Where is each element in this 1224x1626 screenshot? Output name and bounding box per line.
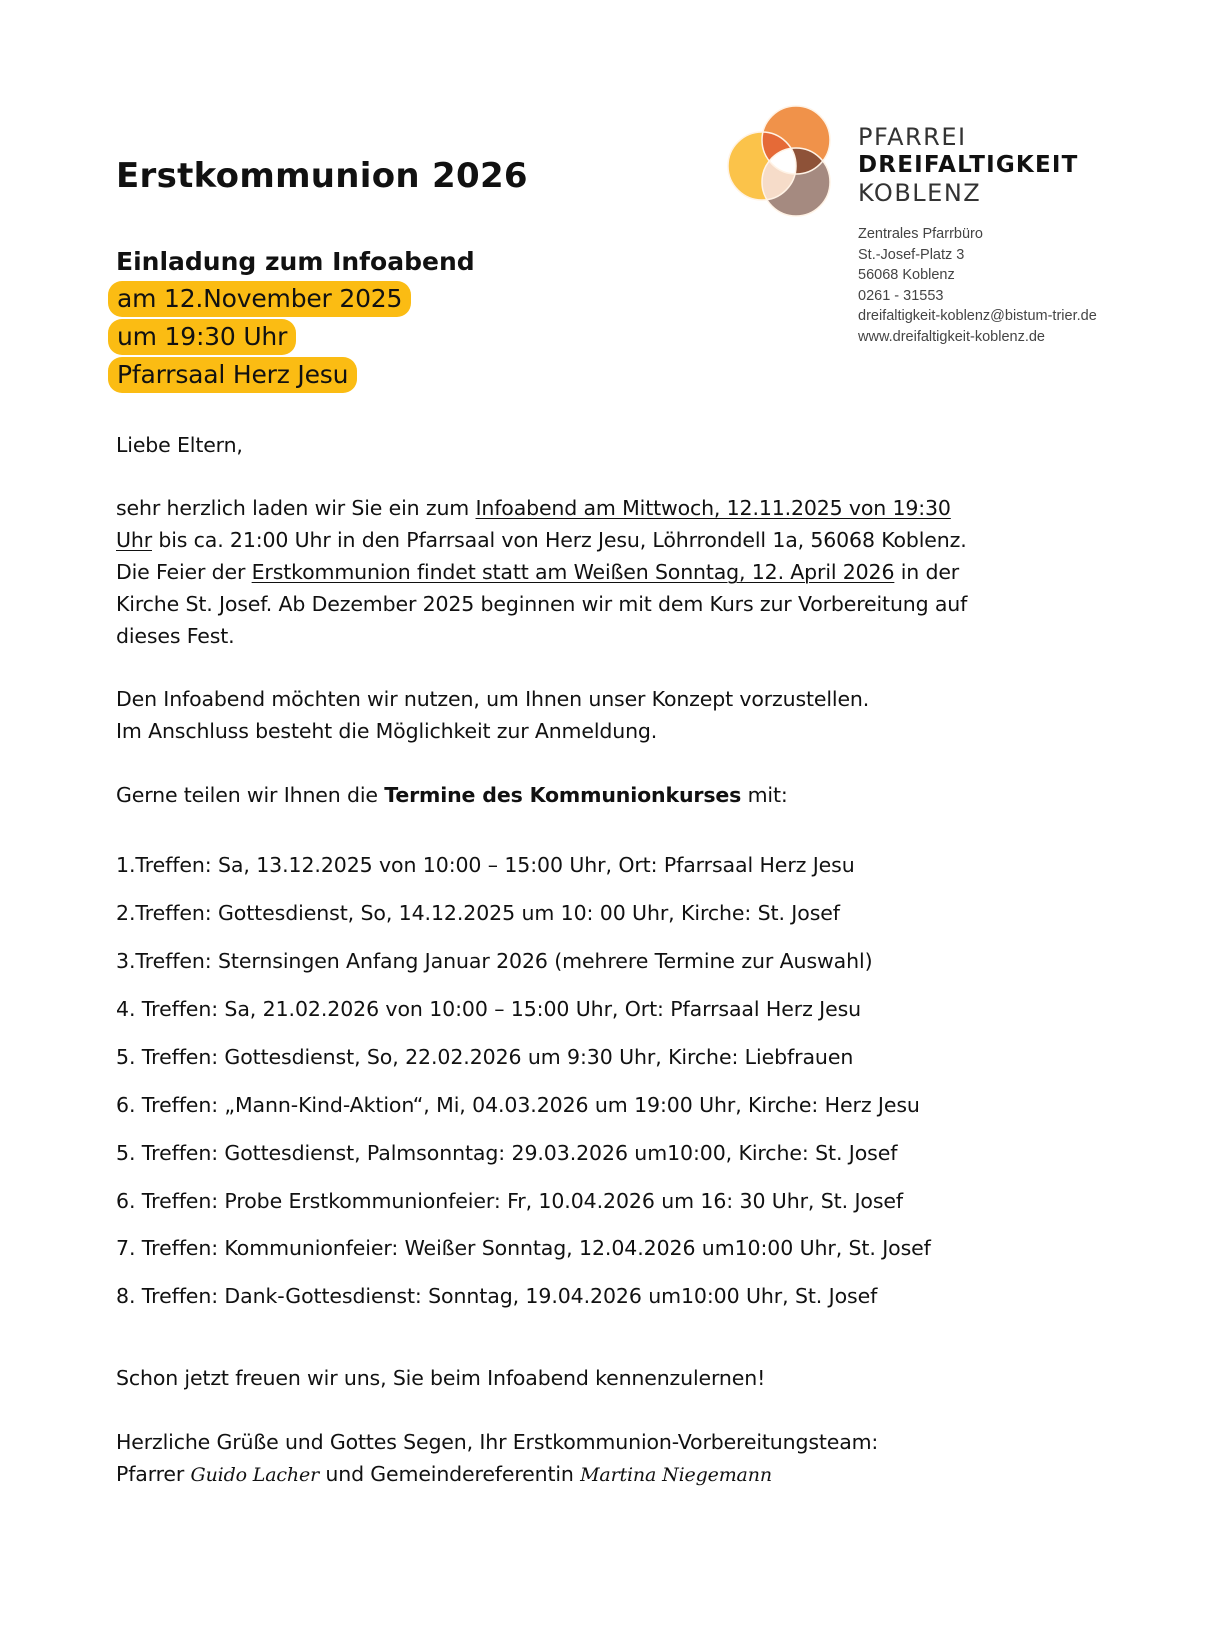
schedule-item: 4. Treffen: Sa, 21.02.2026 von 10:00 – 15:00 Uhr, Ort: Pfarrsaal Herz Jesu [116,997,862,1021]
sign-text-a: Pfarrer [116,1462,191,1486]
schedule-item: 6. Treffen: „Mann-Kind-Aktion“, Mi, 04.03.2026 um 19:00 Uhr, Kirche: Herz Jesu [116,1093,920,1117]
regards-line: Herzliche Grüße und Gottes Segen, Ihr Erstkommunion-Vorbereitungsteam: [116,1430,879,1454]
greeting: Liebe Eltern, [116,433,243,457]
p1-line4: Kirche St. Josef. Ab Dezember 2025 beginnen wir mit dem Kurs zur Vorbereitung auf [116,592,968,616]
paragraph-concept [116,683,869,747]
schedule-item: 2.Treffen: Gottesdienst, So, 14.12.2025 um 10: 00 Uhr, Kirche: St. Josef [116,901,840,925]
p1-line1 [116,492,967,524]
p1-text-a: sehr herzlich laden wir Sie ein zum [116,496,476,520]
parish-logo-icon [724,104,844,224]
p1-underlined-date: Infoabend am Mittwoch, 12.11.2025 von 19:30 [475,496,951,520]
office-name: Zentrales Pfarrbüro [858,226,983,242]
sign-text-b: und Gemeindereferentin [319,1462,581,1486]
p2-line1: Den Infoabend möchten wir nutzen, um Ihnen unser Konzept vorzustellen. [116,687,870,711]
p3-bold-termine: Termine des Kommunionkurses [384,783,742,807]
closing-line: Schon jetzt freuen wir uns, Sie beim Infoabend kennenzulernen! [116,1366,766,1390]
signature-referent: Martina Niegemann [580,1464,772,1486]
document-title: Erstkommunion 2026 [116,156,528,196]
schedule-item: 7. Treffen: Kommunionfeier: Weißer Sonntag, 12.04.2026 um10:00 Uhr, St. Josef [116,1236,931,1260]
p1-line2 [116,524,967,556]
signature-pastor: Guido Lacher [190,1464,320,1486]
wordmark-dreifaltigkeit: DREIFALTIGKEIT [858,152,1079,178]
p1-line5: dieses Fest. [116,624,235,648]
office-city: 56068 Koblenz [858,267,955,284]
regards-block [116,1426,878,1491]
parish-wordmark [858,123,1079,207]
p1-underlined-communion: Erstkommunion findet statt am Weißen Sonntag, 12. April 2026 [251,560,895,584]
highlight-location: Pfarrsaal Herz Jesu [108,357,357,393]
schedule-item: 5. Treffen: Gottesdienst, So, 22.02.2026 um 9:30 Uhr, Kirche: Liebfrauen [116,1045,854,1069]
schedule-item: 5. Treffen: Gottesdienst, Palmsonntag: 29.03.2026 um10:00, Kirche: St. Josef [116,1141,898,1165]
highlight-time: um 19:30 Uhr [108,319,296,355]
p1-text-d: bis ca. 21:00 Uhr in den Pfarrsaal von Herz Jesu, Löhrrondell 1a, 56068 Koblenz. [151,528,967,552]
paragraph-invitation [116,492,967,652]
p3-text-a: Gerne teilen wir Ihnen die [116,783,385,807]
paragraph-dates-intro [116,779,788,811]
wordmark-pfarrei: PFARREI [858,123,967,151]
highlight-date: am 12.November 2025 [108,281,411,317]
schedule-item: 6. Treffen: Probe Erstkommunionfeier: Fr, 10.04.2026 um 16: 30 Uhr, St. Josef [116,1189,904,1213]
p1-text-g: in der [894,560,960,584]
p3-text-c: mit: [741,783,788,807]
p1-text-e: Die Feier der [116,560,252,584]
p1-underlined-uhr: Uhr [116,528,152,552]
p1-line3 [116,556,967,588]
invitation-subtitle: Einladung zum Infoabend [116,247,475,276]
p2-line2: Im Anschluss besteht die Möglichkeit zur Anmeldung. [116,719,658,743]
signature-line [116,1458,878,1491]
office-street: St.-Josef-Platz 3 [858,246,965,263]
office-email[interactable]: dreifaltigkeit-koblenz@bistum-trier.de [858,308,1097,325]
schedule-item: 8. Treffen: Dank-Gottesdienst: Sonntag, 19.04.2026 um10:00 Uhr, St. Josef [116,1284,878,1308]
address-block [858,224,1097,348]
office-phone: 0261 - 31553 [858,287,944,304]
wordmark-koblenz: KOBLENZ [858,179,982,207]
schedule-item: 1.Treffen: Sa, 13.12.2025 von 10:00 – 15:00 Uhr, Ort: Pfarrsaal Herz Jesu [116,853,855,877]
schedule-item: 3.Treffen: Sternsingen Anfang Januar 2026 (mehrere Termine zur Auswahl) [116,949,873,973]
office-website[interactable]: www.dreifaltigkeit-koblenz.de [858,328,1045,345]
